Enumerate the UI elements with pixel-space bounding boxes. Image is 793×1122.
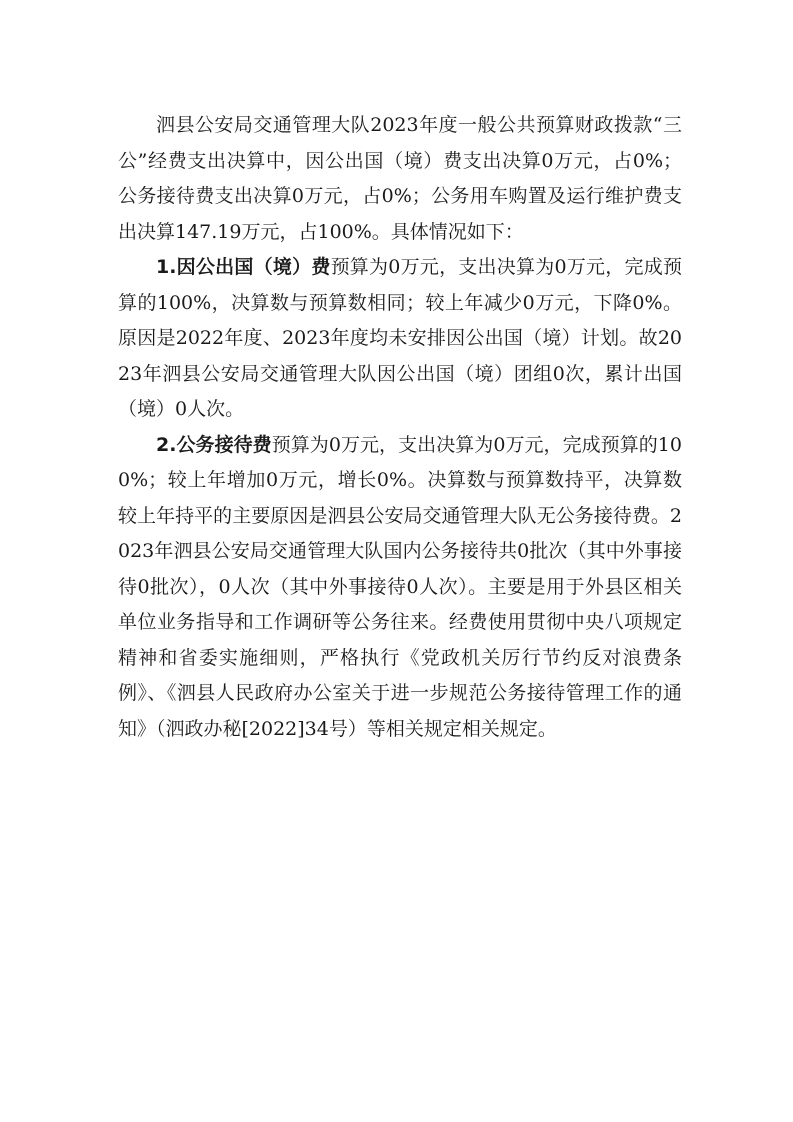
paragraph-overseas-travel-text: 预算为0万元，支出决算为0万元，完成预算的100%，决算数与预算数相同；较上年减少0万元，下降0%。原因是2022年度、2023年度均未安排因公出国（境）计划。故2023年泗县公安局交通管理大队因公出国（境）团组0次，累计出国（境）0人次。 bbox=[118, 256, 682, 420]
paragraph-reception-text: 预算为0万元，支出决算为0万元，完成预算的100%；较上年增加0万元，增长0%。决算数与预算数持平，决算数较上年持平的主要原因是泗县公安局交通管理大队无公务接待费。2023年泗县公安局交通管理大队国内公务接待共0批次（其中外事接待0批次），0人次（其中外事接待0人次）。主要是用于外县区相关单位业务指导和工作调研等公务往来。经费使用贯彻中央八项规定精神和省委实施细则，严格执行《党政机关厉行节约反对浪费条例》、《泗县人民政府办公室关于进一步规范公务接待管理工作的通知》（泗政办秘[2022]34号）等相关规定相关规定。 bbox=[118, 433, 682, 740]
document-body bbox=[118, 108, 682, 747]
paragraph-overseas-travel-heading: 1.因公出国（境）费 bbox=[156, 256, 331, 278]
paragraph-reception bbox=[118, 428, 682, 748]
paragraph-reception-heading: 2.公务接待费 bbox=[156, 433, 272, 456]
paragraph-summary-text: 泗县公安局交通管理大队2023年度一般公共预算财政拨款“三公”经费支出决算中，因公出国（境）费支出决算0万元，占0%；公务接待费支出决算0万元，占0%；公务用车购置及运行维护费支出决算147.19万元，占100%。具体情况如下： bbox=[118, 114, 682, 243]
paragraph-summary bbox=[118, 108, 682, 250]
paragraph-overseas-travel bbox=[118, 250, 682, 428]
